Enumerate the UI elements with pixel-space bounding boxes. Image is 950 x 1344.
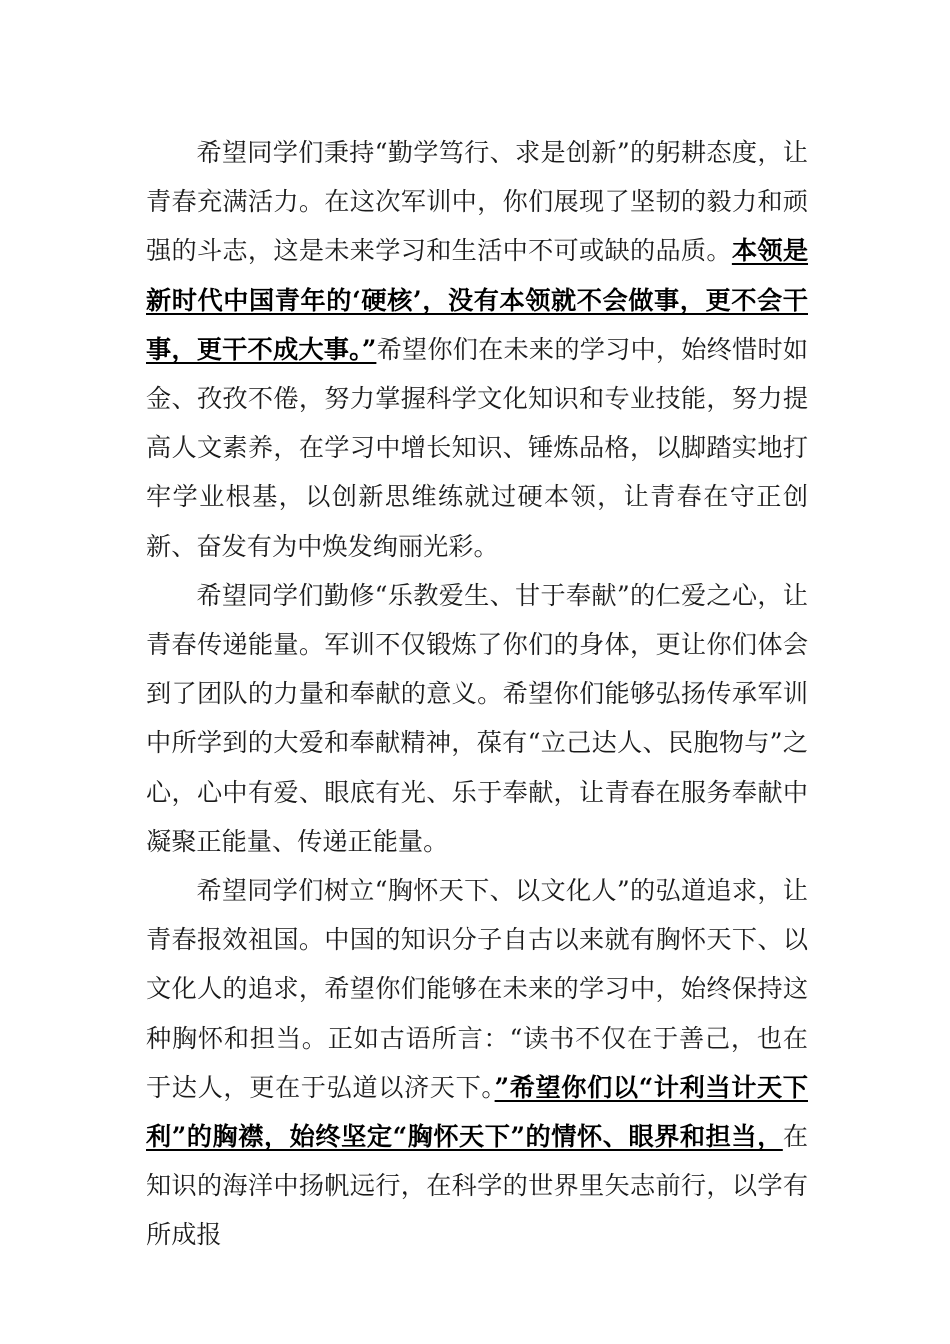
paragraph-text: 在知识的海洋中扬帆远行，在科学的世界里矢志前行，以学有所成报 xyxy=(146,1122,808,1250)
paragraph-diligent-study xyxy=(146,128,808,571)
paragraph-serve-country xyxy=(146,866,808,1260)
paragraph-text: 希望同学们秉持“勤学笃行、求是创新”的躬耕态度，让青春充满活力。在这次军训中，你们展现了坚韧的毅力和顽强的斗志，这是未来学习和生活中不可或缺的品质。 xyxy=(146,138,808,266)
emphasized-quote: 本领是新时代中国青年的‘硬核’，没有本领就不会做事，更不会干事，更干不成大事。” xyxy=(146,235,809,364)
emphasized-quote: ”希望你们以“计利当计天下利”的胸襟，始终坚定“胸怀天下”的情怀、眼界和担当， xyxy=(146,1071,808,1152)
document-body xyxy=(146,128,808,1260)
paragraph-text: 希望你们在未来的学习中，始终惜时如金、孜孜不倦，努力掌握科学文化知识和专业技能，努力提高人文素养，在学习中增长知识、锤炼品格，以脚踏实地打牢学业根基，以创新思维练就过硬本领，让青春在守正创新、奋发有为中焕发绚丽光彩。 xyxy=(146,334,809,561)
paragraph-text: 希望同学们树立“胸怀天下、以文化人”的弘道追求，让青春报效祖国。中国的知识分子自古以来就有胸怀天下、以文化人的追求，希望你们能够在未来的学习中，始终保持这种胸怀和担当。正如古语所言：“读书不仅在于善己，也在于达人，更在于弘道以济天下。 xyxy=(146,876,808,1102)
paragraph-text: 希望同学们勤修“乐教爱生、甘于奉献”的仁爱之心，让青春传递能量。军训不仅锻炼了你们的身体，更让你们体会到了团队的力量和奉献的意义。希望你们能够弘扬传承军训中所学到的大爱和奉献精神，葆有“立己达人、民胞物与”之心，心中有爱、眼底有光、乐于奉献，让青春在服务奉献中凝聚正能量、传递正能量。 xyxy=(146,580,808,856)
paragraph-benevolence xyxy=(146,571,808,866)
